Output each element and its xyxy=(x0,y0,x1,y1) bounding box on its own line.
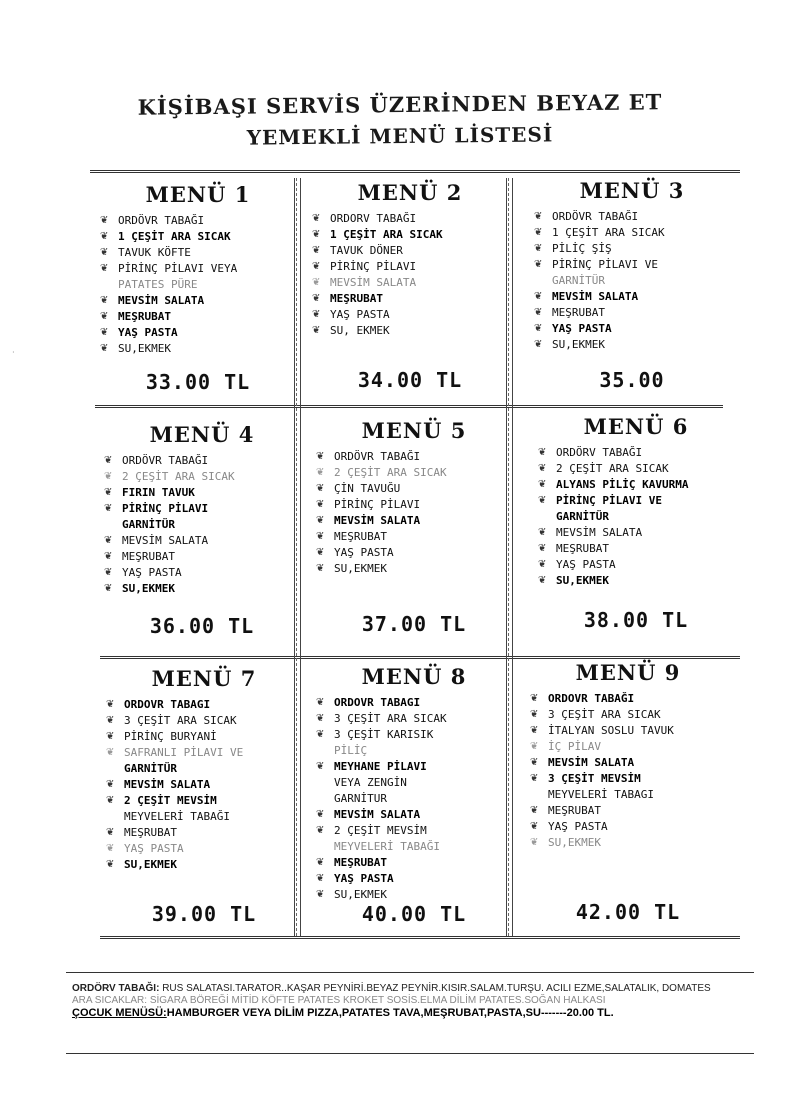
menu-item: ❦ SU,EKMEK xyxy=(98,341,298,357)
menu-item: ❦ ORDÖVR TABAĞI xyxy=(532,209,732,225)
menu-item: ❦ SU,EKMEK xyxy=(536,573,736,589)
menu-item: ❦ SU,EKMEK xyxy=(314,561,514,577)
menu-item: PATATES PÜRE xyxy=(118,278,198,291)
menu-item: MEYVELERİ TABAĞI xyxy=(124,810,230,823)
menu-item: GARNİTÜR xyxy=(552,274,605,287)
footer-ordovr-line xyxy=(72,983,748,995)
menu-card-8 xyxy=(314,664,514,926)
menu-title: MENÜ 5 xyxy=(361,418,467,443)
menu-item: ❦ MEŞRUBAT xyxy=(98,309,298,325)
menu-item-list xyxy=(98,213,298,357)
menu-item: ❦ SU,EKMEK xyxy=(102,581,302,597)
menu-title: MENÜ 4 xyxy=(149,422,255,447)
menu-item: ❦ 2 ÇEŞİT ARA SICAK xyxy=(102,469,302,485)
menu-item: ❦ TAVUK KÖFTE xyxy=(98,245,298,261)
divider-top xyxy=(90,170,740,173)
menu-item: ❦ MEVSİM SALATA xyxy=(528,755,728,771)
menu-item-list xyxy=(104,697,304,873)
menu-item: ❦ MEŞRUBAT xyxy=(310,291,510,307)
menu-item: ❦ ORDOVR TABAGI xyxy=(104,697,304,713)
menu-title: MENÜ 3 xyxy=(579,178,685,203)
menu-item: ❦ YAŞ PASTA xyxy=(314,871,514,887)
menu-item: ❦ PİRİNÇ PİLAVI VEYA xyxy=(98,261,298,277)
menu-item-list xyxy=(536,445,736,589)
menu-item: ❦ ORDORV TABAĞI xyxy=(310,211,510,227)
menu-item: ❦ MEŞRUBAT xyxy=(314,855,514,871)
menu-price: 39.00 TL xyxy=(151,902,257,926)
menu-item: ❦ ORDÖVR TABAĞI xyxy=(102,453,302,469)
menu-item: ❦ ALYANS PİLİÇ KAVURMA xyxy=(536,477,736,493)
menu-item: ❦ MEYHANE PİLAVI xyxy=(314,759,514,775)
menu-item-list xyxy=(310,211,510,339)
footer-cocuk-line xyxy=(72,1007,748,1019)
menu-card-7 xyxy=(104,666,304,926)
menu-item: MEYVELERİ TABAĞI xyxy=(334,840,440,853)
menu-item: ❦ 3 ÇEŞİT MEVSİM xyxy=(528,771,728,787)
menu-item: ❦ MEVSİM SALATA xyxy=(532,289,732,305)
menu-item: ❦ 3 ÇEŞİT KARISIK xyxy=(314,727,514,743)
menu-item: ❦ MEVSİM SALATA xyxy=(536,525,736,541)
menu-card-1 xyxy=(98,182,298,394)
menu-item: ❦ MEŞRUBAT xyxy=(536,541,736,557)
menu-card-9 xyxy=(528,660,728,924)
menu-price: 42.00 TL xyxy=(575,900,681,924)
menu-card-6 xyxy=(536,414,736,632)
menu-item: ❦ TAVUK DÖNER xyxy=(310,243,510,259)
menu-item: GARNİTUR xyxy=(334,792,387,805)
menu-item: MEYVELERİ TABAGI xyxy=(548,788,654,801)
menu-item: ❦ ORDÖVR TABAĞI xyxy=(314,449,514,465)
menu-price: 40.00 TL xyxy=(361,902,467,926)
menu-item: ❦ MEVSİM SALATA xyxy=(104,777,304,793)
footer-cocuk-label: ÇOCUK MENÜSÜ: xyxy=(72,1007,167,1019)
menu-title: MENÜ 1 xyxy=(145,182,251,207)
menu-item: GARNİTÜR xyxy=(124,762,177,775)
footer-ara-sicak-text: SİGARA BÖREĞİ MİTİD KÖFTE PATATES KROKET SOSİS.ELMA DİLİM PATATES.SOĞAN HALKASI xyxy=(149,995,606,1006)
menu-title: MENÜ 2 xyxy=(357,180,463,205)
menu-item: ❦ PİRİNÇ BURYANİ xyxy=(104,729,304,745)
menu-item: ❦ PİRİNÇ PİLAVI VE xyxy=(532,257,732,273)
menu-item: PİLİÇ xyxy=(334,744,368,757)
menu-item: ❦ MEVSİM SALATA xyxy=(314,807,514,823)
menu-item: ❦ 1 ÇEŞİT ARA SICAK xyxy=(98,229,298,245)
menu-item: ❦ ORDOVR TABAĞI xyxy=(528,691,728,707)
menu-item: ❦ MEVSİM SALATA xyxy=(98,293,298,309)
menu-item: ❦ MEŞRUBAT xyxy=(314,529,514,545)
menu-item: ❦ PİRİNÇ PİLAVI VE xyxy=(536,493,736,509)
menu-item: ❦ MEŞRUBAT xyxy=(532,305,732,321)
menu-item: ❦ ORDÖVR TABAĞI xyxy=(98,213,298,229)
menu-item-list xyxy=(528,691,728,851)
menu-item: ❦ 2 ÇEŞİT MEVSİM xyxy=(314,823,514,839)
page-subtitle: YEMEKLİ MENÜ LİSTESİ xyxy=(246,122,554,150)
menu-item: ❦ YAŞ PASTA xyxy=(532,321,732,337)
menu-item: ❦ SU,EKMEK xyxy=(314,887,514,903)
menu-item: ❦ MEVSİM SALATA xyxy=(102,533,302,549)
menu-item: ❦ MEVSİM SALATA xyxy=(314,513,514,529)
menu-item: ❦ MEŞRUBAT xyxy=(528,803,728,819)
menu-item: ❦ YAŞ PASTA xyxy=(104,841,304,857)
menu-item: ❦ SU,EKMEK xyxy=(104,857,304,873)
menu-item: ❦ PİRİNÇ PİLAVI xyxy=(102,501,302,517)
menu-price: 37.00 TL xyxy=(361,612,467,636)
footer-ara-sicak-line xyxy=(72,995,748,1007)
menu-price: 34.00 TL xyxy=(357,368,463,392)
page-title: KİŞİBAŞI SERVİS ÜZERİNDEN BEYAZ ET xyxy=(137,89,663,120)
menu-item: ❦ SU, EKMEK xyxy=(310,323,510,339)
menu-item: ❦ MEŞRUBAT xyxy=(104,825,304,841)
menu-item: ❦ PİRİNÇ PİLAVI xyxy=(314,497,514,513)
divider-bottom xyxy=(100,936,740,939)
menu-item: ❦ YAŞ PASTA xyxy=(102,565,302,581)
menu-item: ❦ 3 ÇEŞİT ARA SICAK xyxy=(104,713,304,729)
menu-item: ❦ SU,EKMEK xyxy=(532,337,732,353)
menu-item: ❦ 2 ÇEŞİT ARA SICAK xyxy=(536,461,736,477)
menu-item: ❦ İTALYAN SOSLU TAVUK xyxy=(528,723,728,739)
menu-item: ❦ 1 ÇEŞİT ARA SICAK xyxy=(532,225,732,241)
menu-item: ❦ YAŞ PASTA xyxy=(98,325,298,341)
divider-row1 xyxy=(95,405,723,408)
menu-item: VEYA ZENGİN xyxy=(334,776,407,789)
menu-card-4 xyxy=(102,422,302,638)
menu-item: ❦ YAŞ PASTA xyxy=(310,307,510,323)
footer-ordovr-label: ORDÖRV TABAĞI: xyxy=(72,983,160,994)
menu-title: MENÜ 8 xyxy=(361,664,467,689)
menu-title: MENÜ 9 xyxy=(575,660,681,685)
menu-title: MENÜ 6 xyxy=(583,414,689,439)
menu-item: ❦ FIRIN TAVUK xyxy=(102,485,302,501)
menu-item: ❦ İÇ PİLAV xyxy=(528,739,728,755)
menu-item: ❦ ORDÖRV TABAĞI xyxy=(536,445,736,461)
scan-speck: · xyxy=(12,348,15,357)
footer-notes xyxy=(66,972,754,1054)
footer-ordovr-text: RUS SALATASI.TARATOR..KAŞAR PEYNİRİ.BEYAZ PEYNİR.KISIR.SALAM.TURŞU. ACILI EZME,SALATALIK, DOMATES xyxy=(162,983,711,994)
menu-card-5 xyxy=(314,418,514,636)
menu-price: 36.00 TL xyxy=(149,614,255,638)
menu-item: ❦ YAŞ PASTA xyxy=(314,545,514,561)
menu-item: ❦ SAFRANLI PİLAVI VE xyxy=(104,745,304,761)
menu-item: ❦ MEŞRUBAT xyxy=(102,549,302,565)
divider-row2 xyxy=(100,656,740,659)
menu-price: 35.00 xyxy=(599,368,665,392)
menu-item: ❦ PİRİNÇ PİLAVI xyxy=(310,259,510,275)
menu-item: ❦ 3 ÇEŞİT ARA SICAK xyxy=(314,711,514,727)
menu-card-2 xyxy=(310,180,510,392)
menu-item-list xyxy=(314,695,514,903)
menu-card-3 xyxy=(532,178,732,392)
menu-item: ❦ PİLİÇ ŞİŞ xyxy=(532,241,732,257)
menu-item: ❦ 2 ÇEŞİT ARA SICAK xyxy=(314,465,514,481)
menu-item: ❦ YAŞ PASTA xyxy=(536,557,736,573)
menu-item: ❦ MEVSİM SALATA xyxy=(310,275,510,291)
menu-item: ❦ YAŞ PASTA xyxy=(528,819,728,835)
footer-cocuk-text: HAMBURGER VEYA DİLİM PIZZA,PATATES TAVA,MEŞRUBAT,PASTA,SU-------20.00 TL. xyxy=(166,1007,614,1019)
menu-item-list xyxy=(314,449,514,577)
menu-item: GARNİTÜR xyxy=(556,510,609,523)
menu-item: ❦ ÇİN TAVUĞU xyxy=(314,481,514,497)
menu-item: GARNİTÜR xyxy=(122,518,175,531)
menu-item: ❦ 3 ÇEŞİT ARA SICAK xyxy=(528,707,728,723)
menu-item: ❦ SU,EKMEK xyxy=(528,835,728,851)
menu-title: MENÜ 7 xyxy=(151,666,257,691)
menu-price: 38.00 TL xyxy=(583,608,689,632)
menu-item-list xyxy=(102,453,302,597)
menu-item: ❦ 2 ÇEŞİT MEVSİM xyxy=(104,793,304,809)
menu-item-list xyxy=(532,209,732,353)
footer-ara-sicak-label: ARA SICAKLAR: xyxy=(72,995,148,1006)
menu-price: 33.00 TL xyxy=(145,370,251,394)
menu-item: ❦ ORDOVR TABAGI xyxy=(314,695,514,711)
menu-item: ❦ 1 ÇEŞİT ARA SICAK xyxy=(310,227,510,243)
